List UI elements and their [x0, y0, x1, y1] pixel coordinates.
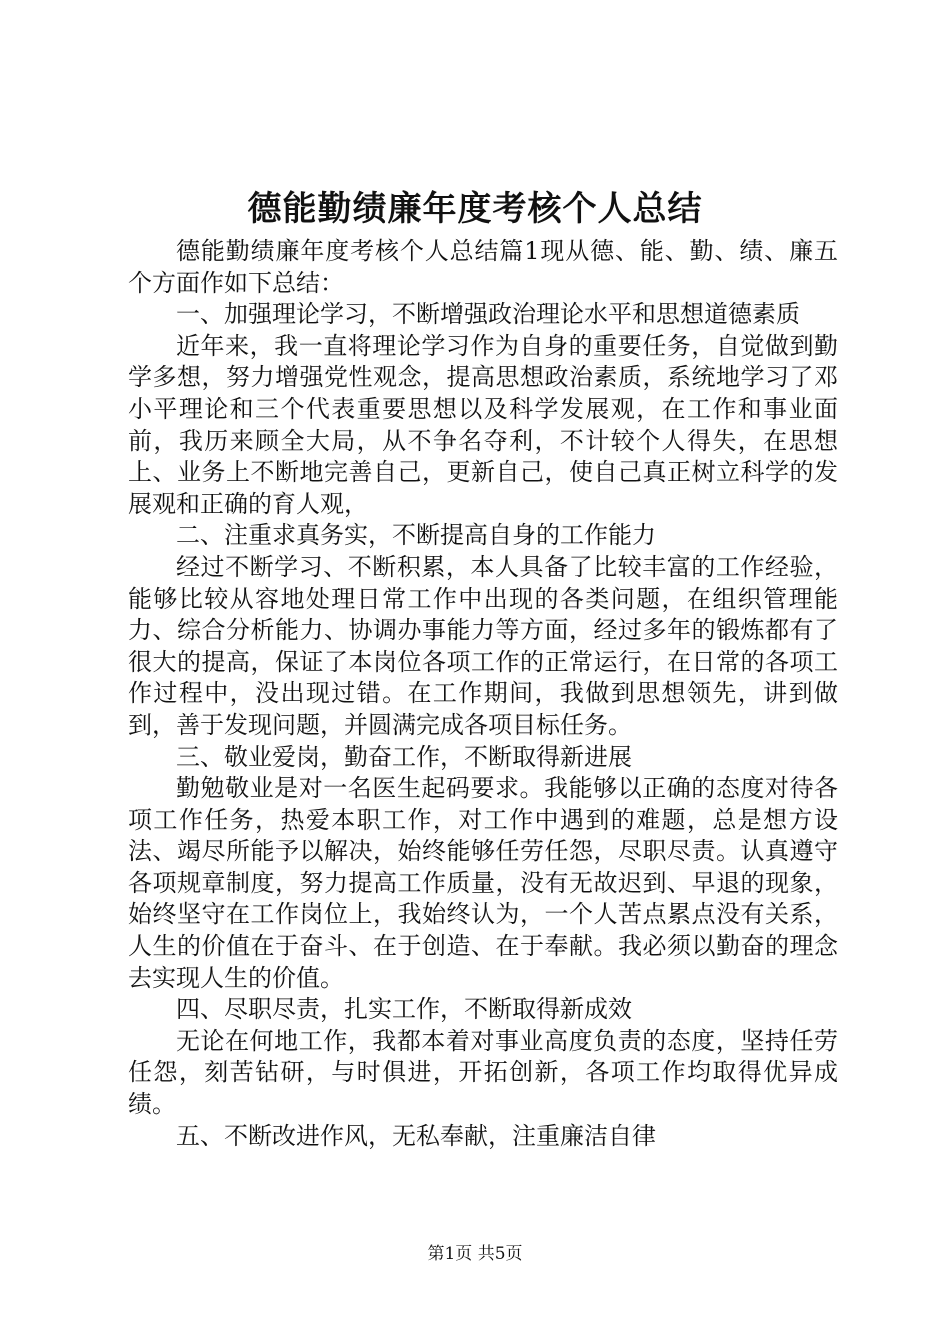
- paragraph-1: 近年来，我一直将理论学习作为自身的重要任务，自觉做到勤学多想，努力增强党性观念，提高思想政治素质，系统地学习了邓小平理论和三个代表重要思想以及科学发展观，在工作和事业面前，我历来顾全大局，从不争名夺利，不计较个人得失，在思想上、业务上不断地完善自己，更新自己，使自己真正树立科学的发展观和正确的育人观，: [128, 331, 838, 518]
- section-heading-1: 一、加强理论学习，不断增强政治理论水平和思想道德素质: [176, 300, 800, 329]
- paragraph-intro: 德能勤绩廉年度考核个人总结篇1现从德、能、勤、绩、廉五个方面作如下总结：: [128, 237, 838, 297]
- section-heading-4: 四、尽职尽责，扎实工作，不断取得新成效: [176, 995, 632, 1024]
- paragraph-3: 勤勉敬业是对一名医生起码要求。我能够以正确的态度对待各项工作任务，热爱本职工作，对工作中遇到的难题，总是想方设法、竭尽所能予以解决，始终能够任劳任怨，尽职尽责。认真遵守各项规章制度，努力提高工作质量，没有无故迟到、早退的现象，始终坚守在工作岗位上，我始终认为，一个人苦点累点没有关系，人生的价值在于奋斗、在于创造、在于奉献。我必须以勤奋的理念去实现人生的价值。: [128, 774, 838, 992]
- section-heading-3: 三、敬业爱岗，勤奋工作，不断取得新进展: [176, 742, 632, 771]
- paragraph-4: 无论在何地工作，我都本着对事业高度负责的态度，坚持任劳任怨，刻苦钻研，与时俱进，开拓创新，各项工作均取得优异成绩。: [128, 1026, 838, 1119]
- document-body: [128, 236, 838, 1152]
- section-heading-2: 二、注重求真务实，不断提高自身的工作能力: [176, 521, 656, 550]
- paragraph-2: 经过不断学习、不断积累，本人具备了比较丰富的工作经验，能够比较从容地处理日常工作中出现的各类问题，在组织管理能力、综合分析能力、协调办事能力等方面，经过多年的锻炼都有了很大的提高，保证了本岗位各项工作的正常运行，在日常的各项工作过程中，没出现过错。在工作期间，我做到思想领先，讲到做到，善于发现问题，并圆满完成各项目标任务。: [128, 552, 838, 739]
- document-title: 德能勤绩廉年度考核个人总结: [247, 189, 703, 229]
- page-footer: 第1页 共5页: [427, 1244, 523, 1264]
- section-heading-5: 五、不断改进作风，无私奉献，注重廉洁自律: [176, 1121, 656, 1150]
